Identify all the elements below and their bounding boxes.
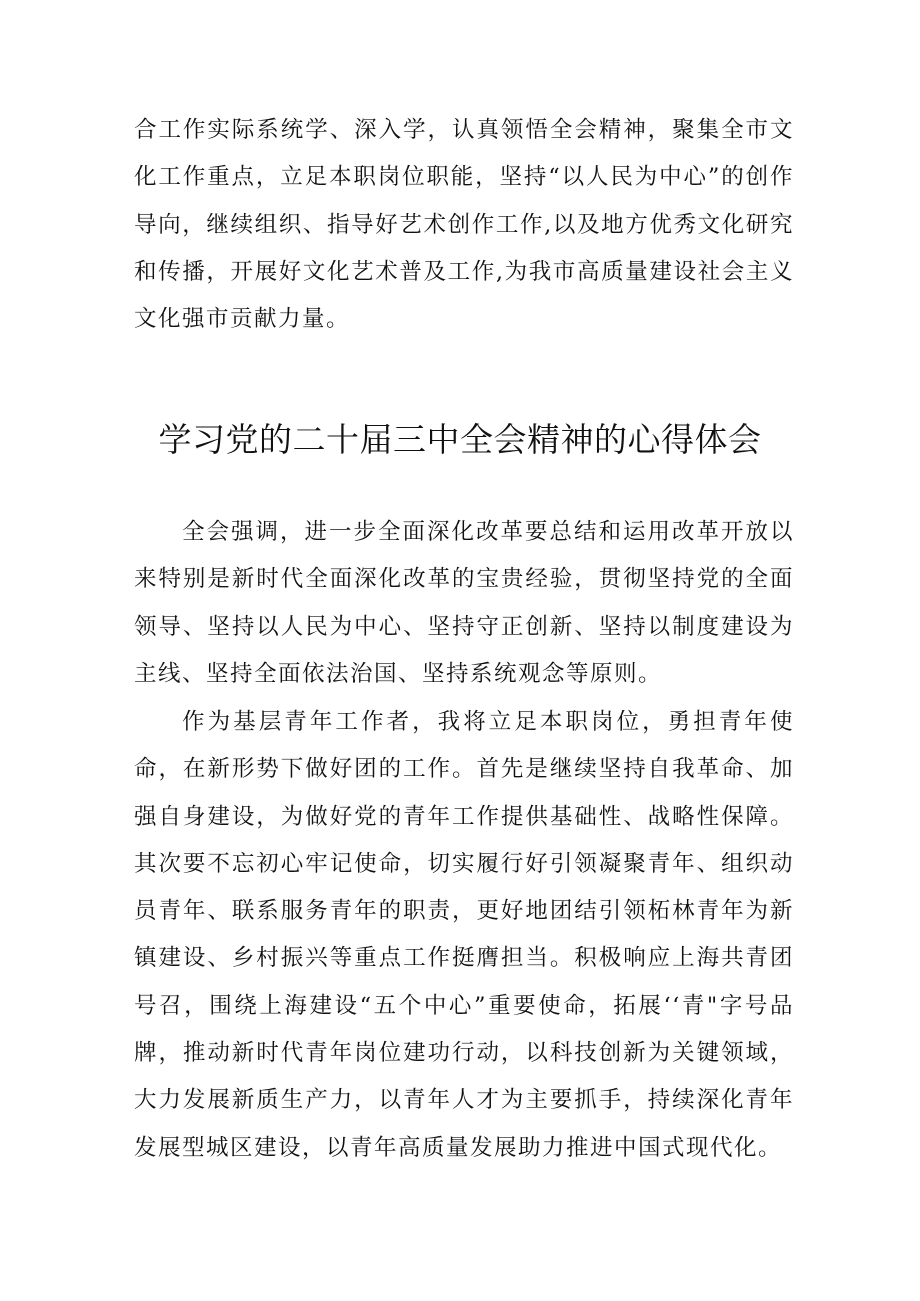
continuation-paragraph: 合工作实际系统学、深入学，认真领悟全会精神，聚集全市文化工作重点，立足本职岗位职能，坚持“以人民为中心”的创作导向，继续组织、指导好艺术创作工作,以及地方优秀文化研究和传播，开展好文化艺术普及工作,为我市高质量建设社会主义文化强市贡献力量。 [134,117,794,333]
body-paragraph-2: 作为基层青年工作者，我将立足本职岗位，勇担青年使命，在新形势下做好团的工作。首先是继续坚持自我革命、加强自身建设，为做好党的青年工作提供基础性、战略性保障。其次要不忘初心牢记使命，切实履行好引领凝聚青年、组织动员青年、联系服务青年的职责，更好地团结引领柘林青年为新镇建设、乡村振兴等重点工作挺膺担当。积极响应上海共青团号召，围绕上海建设“五个中心”重要使命，拓展‘‘青"字号品牌，推动新时代青年岗位建功行动，以科技创新为关键领域，大力发展新质生产力，以青年人才为主要抓手，持续深化青年发展型城区建设，以青年高质量发展助力推进中国式现代化。 [134,709,794,1161]
body-paragraph-1: 全会强调，进一步全面深化改革要总结和运用改革开放以来特别是新时代全面深化改革的宝贵经验，贯彻坚持党的全面领导、坚持以人民为中心、坚持守正创新、坚持以制度建设为主线、坚持全面依法治国、坚持系统观念等原则。 [134,519,794,687]
document-title: 学习党的二十届三中全会精神的心得体会 [158,420,762,459]
